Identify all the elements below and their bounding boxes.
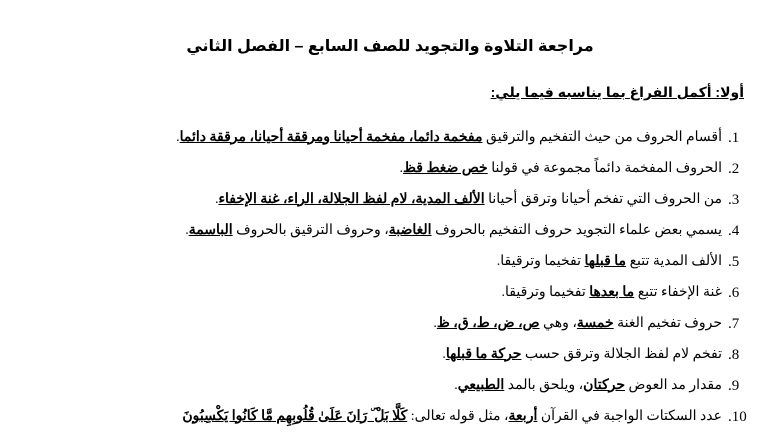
item-number: .4	[728, 222, 740, 239]
item-suffix: .	[399, 160, 403, 176]
page-title: مراجعة التلاوة والتجويد للصف السابع – الفصل الثاني	[186, 38, 594, 55]
item-number: .5	[728, 253, 740, 270]
item-number: .1	[728, 129, 740, 146]
item-prompt: عدد السكتات الواجبة في القرآن	[537, 408, 722, 424]
item-text	[176, 126, 722, 150]
item-number: .2	[728, 160, 740, 177]
item-prompt: أقسام الحروف من حيث التفخيم والترقيق	[482, 129, 722, 145]
item-suffix-2: .	[185, 222, 189, 238]
item-text	[497, 250, 722, 274]
item-prompt: يسمي بعض علماء التجويد حروف التفخيم بالحروف	[431, 222, 722, 238]
list-item	[18, 401, 758, 432]
item-answer: حركتان	[583, 377, 625, 393]
item-prompt: غنة الإخفاء تتبع	[634, 284, 722, 300]
question-list	[18, 122, 758, 432]
item-text	[185, 219, 722, 243]
item-text	[399, 157, 722, 181]
item-text	[442, 343, 722, 367]
item-answer: ما بعدها	[589, 284, 635, 300]
item-answer: ما قبلها	[584, 253, 627, 269]
item-prompt: مقدار مد العوض	[625, 377, 722, 393]
item-prompt: الحروف المفخمة دائماً مجموعة في قولنا	[487, 160, 722, 176]
item-answer-2: كَلَّا بَلْ ۜ رَانَ عَلَىٰ قُلُوبِهِم مَّا كَانُوا يَكْسِبُونَ	[182, 408, 408, 424]
list-item	[18, 215, 758, 246]
item-answer: الغاضبة	[388, 222, 432, 238]
item-suffix: .	[176, 129, 180, 145]
item-number: .3	[728, 191, 740, 208]
item-answer-2: ص، ض، ط، ق، ظ	[436, 315, 540, 331]
list-item	[18, 246, 758, 277]
item-answer-2: الطبيعي	[457, 377, 505, 393]
item-number: .6	[728, 284, 740, 301]
list-item	[18, 370, 758, 401]
item-answer: حركة ما قبلها	[445, 346, 522, 362]
list-item	[18, 308, 758, 339]
item-number: .8	[728, 346, 740, 363]
item-number: .10	[728, 408, 747, 425]
list-item	[18, 122, 758, 153]
item-prompt: حروف تفخيم الغنة	[613, 315, 722, 331]
item-suffix: .	[214, 191, 219, 207]
list-item	[18, 277, 758, 308]
item-prompt: الألف المدية تتبع	[626, 253, 722, 269]
item-text	[454, 374, 722, 398]
list-item	[18, 184, 758, 215]
item-suffix-2: .	[433, 315, 437, 331]
item-suffix: .	[442, 346, 446, 362]
list-item	[18, 339, 758, 370]
item-suffix: تفخيما وترقيقا.	[501, 284, 590, 300]
item-answer: أربعة	[508, 408, 538, 424]
item-number: .7	[728, 315, 740, 332]
item-text	[215, 188, 722, 212]
item-prompt: تفخم لام لفظ الجلالة وترقق حسب	[521, 346, 722, 362]
item-text	[182, 405, 722, 429]
item-suffix: ، وهي	[539, 315, 577, 331]
item-answer: الألف المدية، لام لفظ الجلالة، الراء، غنة الإخفاء	[218, 191, 485, 207]
item-suffix: تفخيما وترقيقا.	[496, 253, 585, 269]
item-suffix: ، مثل قوله تعالى:	[407, 408, 509, 424]
item-text	[433, 312, 722, 336]
item-suffix: ، وحروف الترقيق بالحروف	[232, 222, 389, 238]
section-heading: أولا: أكمل الفراغ بما يناسبه فيما يلي:	[490, 84, 744, 100]
item-answer-2: الباسمة	[188, 222, 233, 238]
item-number: .9	[728, 377, 740, 394]
item-answer: خمسة	[576, 315, 614, 331]
item-prompt: من الحروف التي تفخم أحيانا وترقق أحيانا	[484, 191, 722, 207]
item-suffix-2: .	[454, 377, 458, 393]
item-suffix: ، ويلحق بالمد	[504, 377, 584, 393]
item-text	[502, 281, 722, 305]
list-item	[18, 153, 758, 184]
item-answer: مفخمة دائما، مفخمة أحيانا ومرققة أحيانا، مرققة دائما	[179, 129, 483, 145]
item-answer: خص ضغط قظ	[402, 160, 488, 176]
